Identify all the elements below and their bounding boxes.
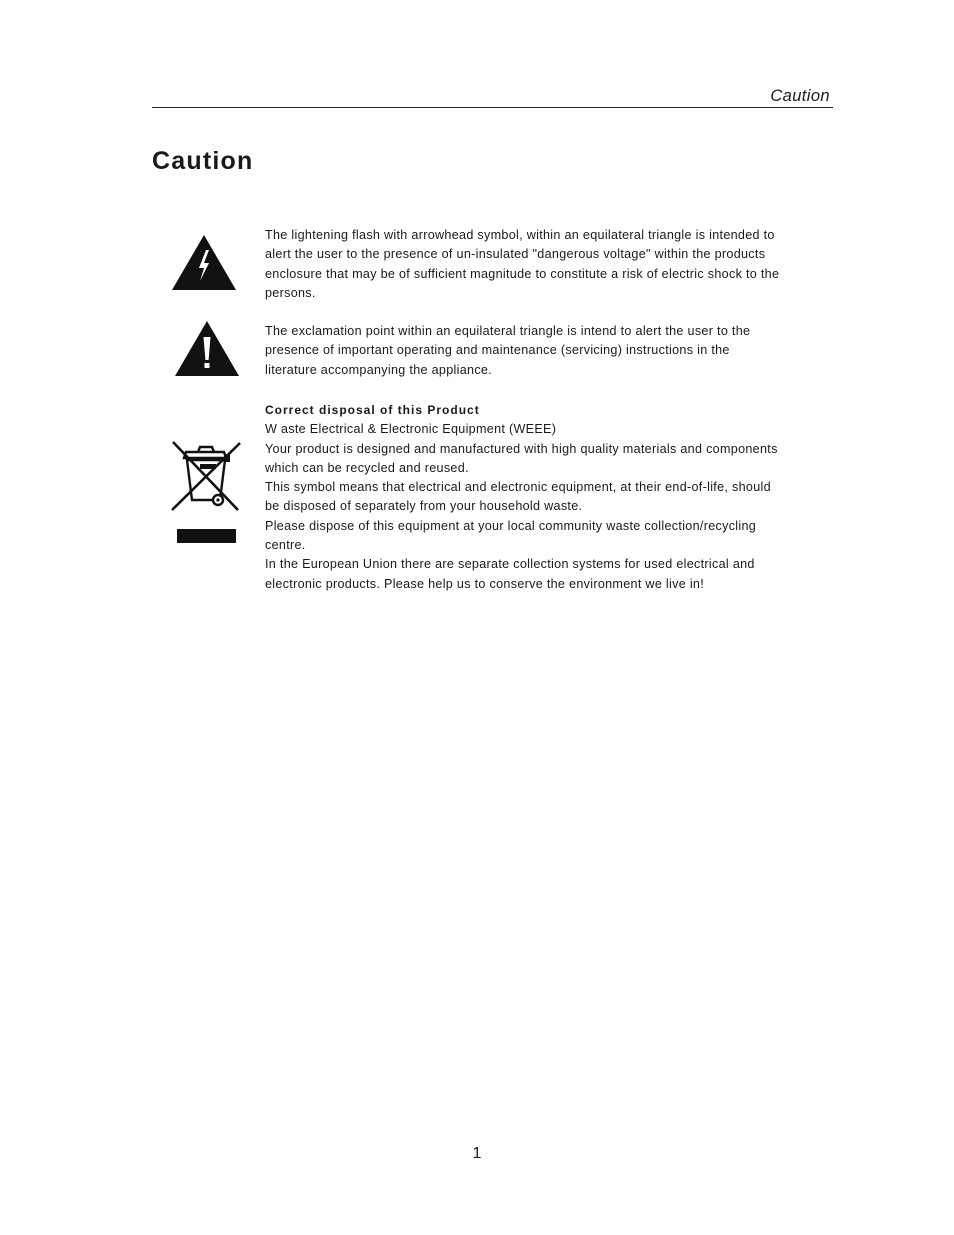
exclamation-warning-icon — [174, 320, 240, 378]
weee-line: In the European Union there are separate collection systems for used electrical and electronic products. Please help us to conserve the environment we live in! — [265, 557, 755, 591]
electric-shock-warning-text: The lightening flash with arrowhead symbol, within an equilateral triangle is intended to alert the user to the presence of un-insulated "dangerous voltage" within the products enclosure that may be of sufficient magnitude to constitute a risk of electric shock to the persons. — [265, 228, 780, 300]
crossed-out-wheelie-bin-icon — [168, 438, 244, 548]
weee-heading: Correct disposal of this Product — [265, 403, 480, 417]
header-divider — [152, 107, 833, 108]
exclamation-warning-text: The exclamation point within an equilateral triangle is intend to alert the user to the presence of important operating and maintenance (servicing) instructions in the literature accompanying the appliance. — [265, 324, 751, 377]
weee-section — [265, 401, 780, 594]
page-title: Caution — [152, 147, 254, 175]
weee-line: Your product is designed and manufactured with high quality materials and components which can be recycled and reused. — [265, 441, 778, 475]
weee-line: W aste Electrical & Electronic Equipment (WEEE) — [265, 422, 557, 437]
weee-line: Please dispose of this equipment at your local community waste collection/recycling centre. — [265, 518, 757, 553]
electric-shock-warning-icon — [171, 233, 237, 291]
page-number: 1 — [472, 1145, 482, 1162]
running-header: Caution — [770, 87, 830, 105]
weee-line: This symbol means that electrical and electronic equipment, at their end-of-life, should be disposed of separately from your household waste. — [265, 480, 771, 514]
